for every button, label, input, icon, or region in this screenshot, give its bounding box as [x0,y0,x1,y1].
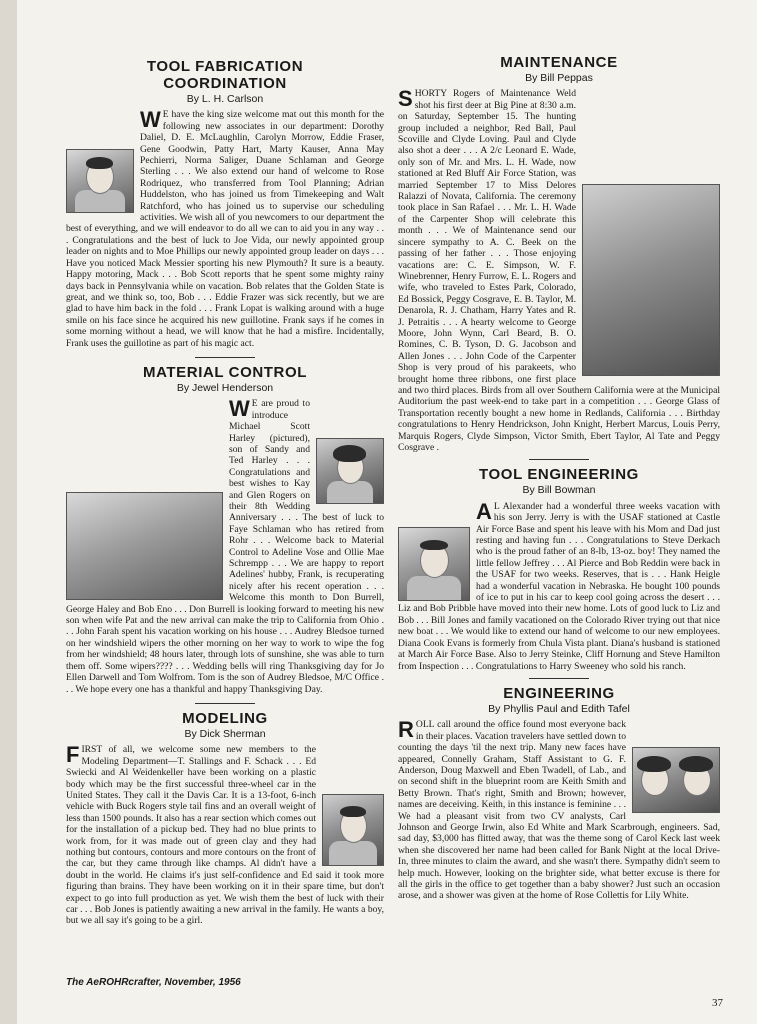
byline: By Bill Peppas [525,72,593,84]
section-tool-engineering [398,466,720,672]
portrait-photo [398,527,470,601]
left-column [66,58,384,927]
section-title: TOOL FABRICATION COORDINATION [146,58,304,92]
section-title: MATERIAL CONTROL [142,363,308,381]
section-title: TOOL ENGINEERING [479,466,639,484]
byline: By Phyllis Paul and Edith Tafel [488,702,630,715]
article-body: W E have the king size welcome mat out this month for the following new associates in our department: Dorothy Daliel, D. E. McLaughlin, Carolyn Morrow, Eddie Fraser, Gene Goodwin, Patty Hart, Marty Kauser, Anna May Pechierri, Norma Saliger, Duane Schlaman and George Sterling . . . We also extend our hand of welcome to Rose Rodriquez, who transferred from Tool Planning; Adrian Huddelston, who has joined us from Timekeeping and Walt Ratchford, who has joined us to supervise our scheduling activities. We wish all of you newcomers to our department the best of everything, and we will endeavor to do all we can to aid you in any way . . . Congratulations and the best of luck to Joe Vida, our newly appointed group leader on nights and to Moe Phillips our newly appointed group leader on days . . . Have you noticed Mack Messier sporting his new Plymouth? It sure is a beauty. Happy motoring, Mack . . . Bob Scott reports that he spent some mighty rainy days back in Pennsylvania while on vacation. Bob relates that the Golden State is great, and we think so, too, Bob . . . Eddie Frazer was sick recently, but we are glad to have him back in the fold . . . Frank Lopat is walking around with a huge smile on his face since he acquired his new guillotine. Frank says if he comes in some morning without a head, we will know that he had a misfire. Incidentally, Frank uses the guillotine as part of his magic act. [66,107,384,349]
section-divider [529,459,589,460]
byline: By Jewel Henderson [176,381,274,394]
section-maintenance [398,54,720,453]
section-divider [195,703,255,704]
section-title: ENGINEERING [503,684,615,702]
drop-cap: W [140,107,161,133]
article-body: W E are proud to introduce Michael Scott Harley (pictured), son of Sandy and Ted Harley . . . Congratulations and best wishes to Kay and Glen Rogers on their 8th Wedding Anniversary . . . The best of luck to Faye Schlaman who has retired from Rohr . . . Welcome back to Material Control to Adeline Vose and Ollie Mae Schrempp . . . We are happy to report Adelines' hubby, Frank, is recuperating nicely after his recent operation . . . Welcome this month to Don Burrell, George Haley and Bob Eno . . . Don Burrell is looking forward to meeting his new son when wife Pat and the new arrival can make the trip to California from Ohio . . . John Farah spent his vacation working on his house . . . Audrey Bledsoe turned on her windshield wipers the other morning on her way to work to wipe the fog from her windshield; 48 hours later, through lots of sunshine, she was able to turn them off. Some wipers???? . . . Wedding bells will ring Thanksgiving day for Jo Ellen Darwell and Tom Wolfrom. Tom is the son of Audrey Bledsoe, M/C Office . . . We hope every one has a thankful and happy Thanksgiving Day. [66,396,384,695]
section-divider [529,678,589,679]
article-body: A L Alexander had a wonderful three weeks vacation with his son Jerry. Jerry is with the USAF stationed at Castle Air Force Base and spent his leave with his Mom and Dad just resting and having fun . . . Congratulations to Steve Derkach who is the proud father of an 8-lb, 13-oz. boy! They named the little fellow Jeffrey . . . Al Pierce and Bob Reddin were back in the USAF for two weeks. Reserves, that is . . . Hank Heigle had a wonderful vacation in Nebraska. He bought 100 pounds of ice to put in his car to keep cool going across the desert . . . Liz and Bob Pribble have moved into their new home. Lots of good luck to Liz and Bob . . . Bill Jones and family vacationed on the Colorado River trying out that nice new boat . . . We would like to extend our hand of welcome to our new employees. Diana Cook Evans is formerly from Chula Vista plant. Diana's husband is stationed at March Air Force Base. Also to Jerry Steinke, Cliff Hornung and Steve Hamilton from Inspection . . . Congratulations to Harry Sweeney who sold his ranch. [398,498,720,672]
baby-photo [66,492,223,600]
article-body: ROLL call around the office found most everyone back in their places. Vacation travelers have settled down to counting the days 'til the next trip. Many new faces have appeared, Connelly Graham, Staff Assistant to G. F. Anderson, Doug Maxwell and Eben Twadell, of Lab., and on second shift in the blueprint room are Keith Smith and Betty Brown. That's right, Smith and Brown; however, names are deceiving. Keith, in this instance is feminine . . . We had a pleasant visit from two CV analysts, Carl Johnson and George Irwin, also Ed White and Mark Scarbrough, engineers. Sad, sad day, $3,000 has flitted away, that was the theme song of Carol Keck last week when she discovered her name had been called for Bank Night at the local Drive-In, three minutes to claim the award, and she wasn't there. Sympathy didn't seem to help much. However, looking on the brighter side, what better excuse is there for all the girls in the office to get together than a baby shower? Just such an occasion arose, and a shower was given at the home of Rose Collettis for Lily White. [398,717,720,902]
section-tool-fabrication [66,58,384,349]
section-divider [195,357,255,358]
drop-cap: F [66,742,80,768]
section-material-control [66,364,384,695]
portrait-photo [322,794,384,866]
article-body: FIRST of all, we welcome some new members to the Modeling Department—T. Stallings and F. Schack . . . Ed Swiecki and Al Weidenkeller have been working on a plastic body which may be the first successful three-wheel car in the United States. They call it the Davis Car. It is a 13-foot, 6-inch vehicle with Buck Rogers style tail fins and an overall weight of less than 1500 pounds. It also has a rear section which comes out for the installation of a pickup bed. They had no blue prints to work from, for it was made out of green clay and they had nothing but contours, contours and more contours on the front of the car, but they came through like champs. Al didn't have a doubt in the world. He claims it's just self-confidence and Ed said it took more figuring than brains. They have been working on it in their spare time, but don't expect to go into full production as yet. We wish them the best of luck with their car . . . Bob Jones is patiently awaiting a new arrival in the family. He wants a boy, but we all say it's going to be a girl. [66,742,384,927]
portrait-photo [66,149,134,213]
article-body: SHORTY Rogers of Maintenance Weld shot his first deer at Big Pine at 8:30 a.m. on Saturday, September 15. The hunting group included a neighbor, Red Ball, Paul Scoville and Clyde Loving. Paul and Clyde also shot a deer . . . A 2/c Leonard E. Wade, only son of Mr. and Mrs. L. H. Wade, now stationed at Red Bluff Air Force Station, was married September 17 to Miss Delores Ralazzi of Novata, California. The ceremony took place in San Rafael . . . Mr. L. H. Wade of the Carpenter Shop will celebrate this month . . . We of Maintenance send our sincere sympathy to A. C. Beek on the passing of her father . . . Those enjoying vacations are: C. E. Simpson, W. F. Winebrenner, Henry Furrow, E. L. Rogers and wife, who traveled to Estes Park, Colorado, Ed Bossick, Peggy Cosgrave, E. B. Taylor, M. Denarola, R. J. Chatham, Harry Yates and R. J. Petraitis . . . A hearty welcome to George Moore, John Wynn, Carl Beard, B. O. Romines, C. B. Tyson, D. G. Jacobson and Allen Jones . . . John Code of the Carpenter Shop is very proud of his parakeets, who brought home three ribbons, one first place and two third places. Birds from all over Southern California were at the Municipal Auditorium the past week-end to take part in a competition . . . George Glass of Transportation recently bought a new home in Redlands, California . . . Birthday congratulations to Henry Hendrickson, John Knight, Herbert Marcus, Louis Perry, Marquis Rogers, Clyde Simpson, Victor Smith, Ebert Taylor, Al Tate and Peggy Cosgrave . [398,86,720,453]
section-engineering [398,685,720,902]
byline: By L. H. Carlson [186,93,264,105]
deer-hunting-photo [582,184,720,376]
portrait-photo [316,438,384,504]
section-modeling [66,710,384,927]
byline: By Dick Sherman [184,727,266,740]
page-spine [0,0,17,1024]
drop-cap: R [398,717,414,743]
drop-cap: A [476,498,492,524]
two-women-photo [632,747,720,813]
section-title: MODELING [182,709,268,727]
publication-footer: The AeROHRcrafter, November, 1956 [66,977,241,988]
drop-cap: S [398,86,413,112]
drop-cap: W [229,396,250,422]
byline: By Bill Bowman [522,484,596,497]
right-column [398,54,720,902]
section-title: MAINTENANCE [500,54,618,71]
page-number: 37 [712,997,723,1009]
